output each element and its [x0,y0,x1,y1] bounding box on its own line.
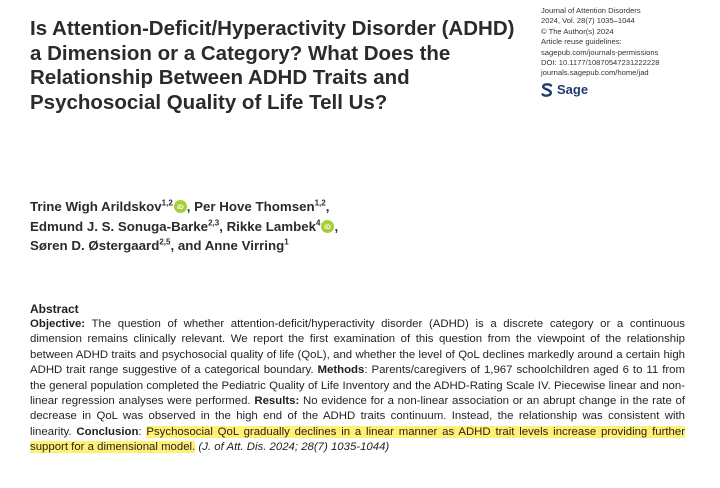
author-separator: , and [170,238,205,253]
author-affiliation: 2,3 [208,218,220,228]
copyright-notice: © The Author(s) 2024 [541,26,614,36]
svg-text:iD: iD [324,223,332,231]
objective-text: The question of whether attention-deficit/hyperactivity disorder (ADHD) is a discrete category or a continuous dimension remains clinically relevant. We report the first examination of this question from the viewpoint of the relationship between ADHD traits and psychosocial quality of life (QoL), and whether the level of QoL declines markedly around a certain high ADHD trait range suggestive of a categorical boundary. [30,318,685,377]
author-name[interactable]: Per Hove Thomsen [194,199,315,214]
author-entry [194,199,329,214]
publisher-name: Sage [557,81,589,97]
publisher-logo [541,82,716,98]
author-entry [30,219,227,234]
author-entry [227,219,339,234]
author-name[interactable]: Edmund J. S. Sonuga-Barke [30,218,209,234]
author-affiliation: 1 [284,237,289,247]
author-affiliation: 1,2 [161,198,173,208]
conclusion-label: Conclusion [76,425,139,438]
methods-text: : Parents/caregivers of 1,967 schoolchildren aged 6 to 11 from the general population completed the Pediatric Quality of Life Inventory and the ADHD-Rating Scale IV. Piecewise linear and non-linear regression analyses were performed. [30,364,685,408]
author-separator: , [186,199,195,214]
author-name[interactable]: Rikke Lambek [226,218,317,234]
author-affiliation: 4 [316,218,321,228]
author-separator: , [334,218,339,234]
journal-name: Journal of Attention Disorders [541,6,641,15]
abstract-heading: Abstract [30,302,79,316]
objective-label: Objective: [30,318,86,330]
journal-volume: 2024, Vol. 28(7) 1035–1044 [541,16,635,26]
abstract-body [30,317,685,456]
results-text: No evidence for a non-linear association or an abrupt change in the rate of decrease in QoL was observed in the high end of the ADHD traits continuum. Instead, the relationship was consistent with linearity. [30,395,686,438]
methods-label: Methods [317,364,365,377]
reuse-link[interactable]: sagepub.com/journals-permissions [541,47,659,57]
journal-home-link[interactable]: journals.sagepub.com/home/jad [541,68,649,78]
orcid-icon[interactable] [174,200,187,213]
author-separator: , [219,218,227,234]
journal-metadata [541,6,716,98]
author-entry [30,238,205,253]
author-name[interactable]: Trine Wigh Arildskov [30,199,162,214]
reuse-label: Article reuse guidelines: [541,37,622,47]
author-separator: , [325,199,330,214]
author-list [30,197,430,256]
author-name[interactable]: Søren D. Østergaard [30,238,160,253]
author-name[interactable]: Anne Virring [204,238,285,253]
article-title: Is Attention-Deficit/Hyperactivity Disorder (ADHD) a Dimension or a Category? What Does the Relationship Between ADHD Traits and Psychosocial Quality of Life Tell Us? [30,17,515,114]
doi[interactable]: DOI: 10.1177/10870547231222228 [541,58,660,68]
orcid-icon[interactable] [321,220,334,233]
sage-logo-icon [541,83,553,97]
author-entry [30,199,194,214]
author-affiliation: 1,2 [314,198,326,208]
conclusion-highlighted-text: Psychosocial QoL gradually declines in a linear manner as ADHD trait levels increase providing further support for a dimensional model. [30,425,685,454]
svg-text:iD: iD [177,204,184,212]
conclusion-separator: : [138,425,147,438]
citation: (J. of Att. Dis. 2024; 28(7) 1035-1044) [195,441,390,454]
results-label: Results: [254,395,300,408]
author-entry [205,238,289,253]
author-affiliation: 2,5 [159,237,171,247]
